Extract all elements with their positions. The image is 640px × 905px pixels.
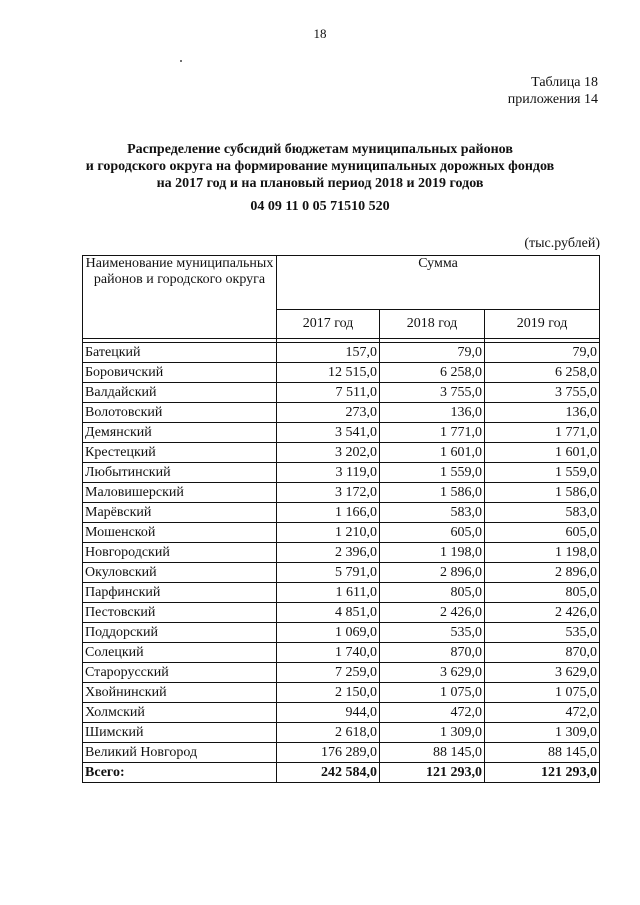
district-name-cell: Старорусский (83, 663, 277, 683)
table-row (83, 523, 600, 543)
value-2019-cell: 2 426,0 (485, 603, 600, 623)
value-2017-cell: 1 740,0 (277, 643, 380, 663)
table-body (83, 343, 600, 783)
column-header-sum: Сумма (277, 256, 600, 310)
value-2019-cell: 605,0 (485, 523, 600, 543)
district-name-cell: Любытинский (83, 463, 277, 483)
table-row (83, 543, 600, 563)
table-row (83, 643, 600, 663)
value-2018-cell: 472,0 (380, 703, 485, 723)
value-2017-cell: 3 541,0 (277, 423, 380, 443)
value-2018-cell: 535,0 (380, 623, 485, 643)
table-row (83, 343, 600, 363)
total-row (83, 763, 600, 783)
district-name-cell: Холмский (83, 703, 277, 723)
value-2019-cell: 3 629,0 (485, 663, 600, 683)
value-2017-cell: 2 396,0 (277, 543, 380, 563)
value-2019-cell: 1 771,0 (485, 423, 600, 443)
district-name-cell: Боровичский (83, 363, 277, 383)
district-name-cell: Шимский (83, 723, 277, 743)
value-2018-cell: 121 293,0 (380, 763, 485, 783)
value-2017-cell: 157,0 (277, 343, 380, 363)
value-2019-cell: 6 258,0 (485, 363, 600, 383)
value-2019-cell: 535,0 (485, 623, 600, 643)
value-2019-cell: 3 755,0 (485, 383, 600, 403)
value-2019-cell: 79,0 (485, 343, 600, 363)
value-2017-cell: 1 611,0 (277, 583, 380, 603)
value-2019-cell: 1 075,0 (485, 683, 600, 703)
value-2019-cell: 1 559,0 (485, 463, 600, 483)
value-2017-cell: 1 166,0 (277, 503, 380, 523)
subsidy-table (82, 255, 600, 783)
column-header-2017: 2017 год (277, 309, 380, 338)
value-2017-cell: 2 618,0 (277, 723, 380, 743)
value-2017-cell: 5 791,0 (277, 563, 380, 583)
district-name-cell: Валдайский (83, 383, 277, 403)
district-name-cell: Марёвский (83, 503, 277, 523)
table-row (83, 563, 600, 583)
district-name-cell: Маловишерский (83, 483, 277, 503)
value-2017-cell: 1 069,0 (277, 623, 380, 643)
value-2018-cell: 88 145,0 (380, 743, 485, 763)
value-2018-cell: 1 586,0 (380, 483, 485, 503)
table-reference-line2: приложения 14 (507, 92, 598, 107)
value-2017-cell: 7 511,0 (277, 383, 380, 403)
table-row (83, 623, 600, 643)
value-2018-cell: 2 426,0 (380, 603, 485, 623)
value-2018-cell: 79,0 (380, 343, 485, 363)
value-2018-cell: 583,0 (380, 503, 485, 523)
value-2019-cell: 472,0 (485, 703, 600, 723)
value-2017-cell: 3 172,0 (277, 483, 380, 503)
document-title (0, 141, 640, 192)
value-2018-cell: 3 755,0 (380, 383, 485, 403)
value-2017-cell: 242 584,0 (277, 763, 380, 783)
district-name-cell: Всего: (83, 763, 277, 783)
district-name-cell: Парфинский (83, 583, 277, 603)
value-2018-cell: 1 601,0 (380, 443, 485, 463)
value-2019-cell: 1 198,0 (485, 543, 600, 563)
district-name-cell: Мошенской (83, 523, 277, 543)
page-number: 18 (313, 26, 327, 41)
value-2017-cell: 3 202,0 (277, 443, 380, 463)
value-2018-cell: 136,0 (380, 403, 485, 423)
value-2017-cell: 273,0 (277, 403, 380, 423)
value-2018-cell: 3 629,0 (380, 663, 485, 683)
units-label: (тыс.рублей) (524, 236, 600, 251)
value-2017-cell: 3 119,0 (277, 463, 380, 483)
value-2017-cell: 12 515,0 (277, 363, 380, 383)
table-row (83, 683, 600, 703)
value-2018-cell: 1 198,0 (380, 543, 485, 563)
table-row (83, 483, 600, 503)
value-2018-cell: 1 771,0 (380, 423, 485, 443)
district-name-cell: Волотовский (83, 403, 277, 423)
district-name-cell: Пестовский (83, 603, 277, 623)
value-2018-cell: 1 075,0 (380, 683, 485, 703)
table-row (83, 463, 600, 483)
value-2019-cell: 121 293,0 (485, 763, 600, 783)
district-name-cell: Поддорский (83, 623, 277, 643)
title-line2: и городского округа на формирование муниципальных дорожных фондов (85, 159, 555, 174)
value-2018-cell: 1 309,0 (380, 723, 485, 743)
value-2017-cell: 2 150,0 (277, 683, 380, 703)
title-line1: Распределение субсидий бюджетам муниципальных районов (127, 142, 513, 157)
table-row (83, 443, 600, 463)
table-reference (508, 74, 598, 108)
value-2018-cell: 870,0 (380, 643, 485, 663)
column-header-2019: 2019 год (485, 309, 600, 338)
district-name-cell: Окуловский (83, 563, 277, 583)
table-reference-line1: Таблица 18 (531, 75, 598, 90)
value-2019-cell: 136,0 (485, 403, 600, 423)
table-row (83, 503, 600, 523)
value-2019-cell: 2 896,0 (485, 563, 600, 583)
title-line3: на 2017 год и на плановый период 2018 и 2019 годов (156, 176, 484, 191)
table-row (83, 383, 600, 403)
table-row (83, 403, 600, 423)
value-2018-cell: 805,0 (380, 583, 485, 603)
column-header-2018: 2018 год (380, 309, 485, 338)
table-row (83, 703, 600, 723)
value-2017-cell: 7 259,0 (277, 663, 380, 683)
value-2018-cell: 6 258,0 (380, 363, 485, 383)
value-2019-cell: 583,0 (485, 503, 600, 523)
value-2019-cell: 805,0 (485, 583, 600, 603)
table-row (83, 743, 600, 763)
table-row (83, 603, 600, 623)
value-2018-cell: 1 559,0 (380, 463, 485, 483)
table-row (83, 583, 600, 603)
value-2017-cell: 1 210,0 (277, 523, 380, 543)
table-row (83, 423, 600, 443)
value-2018-cell: 2 896,0 (380, 563, 485, 583)
district-name-cell: Новгородский (83, 543, 277, 563)
value-2018-cell: 605,0 (380, 523, 485, 543)
value-2017-cell: 4 851,0 (277, 603, 380, 623)
district-name-cell: Демянский (83, 423, 277, 443)
district-name-cell: Великий Новгород (83, 743, 277, 763)
table-row (83, 723, 600, 743)
table-row (83, 363, 600, 383)
district-name-cell: Солецкий (83, 643, 277, 663)
value-2019-cell: 1 309,0 (485, 723, 600, 743)
value-2019-cell: 88 145,0 (485, 743, 600, 763)
value-2017-cell: 944,0 (277, 703, 380, 723)
district-name-cell: Хвойнинский (83, 683, 277, 703)
value-2019-cell: 1 601,0 (485, 443, 600, 463)
scan-speck (180, 60, 182, 62)
value-2019-cell: 870,0 (485, 643, 600, 663)
district-name-cell: Крестецкий (83, 443, 277, 463)
table-row (83, 663, 600, 683)
value-2017-cell: 176 289,0 (277, 743, 380, 763)
budget-code: 04 09 11 0 05 71510 520 (250, 199, 390, 214)
district-name-cell: Батецкий (83, 343, 277, 363)
value-2019-cell: 1 586,0 (485, 483, 600, 503)
column-header-name: Наименование муниципальных районов и городского округа (83, 256, 277, 339)
